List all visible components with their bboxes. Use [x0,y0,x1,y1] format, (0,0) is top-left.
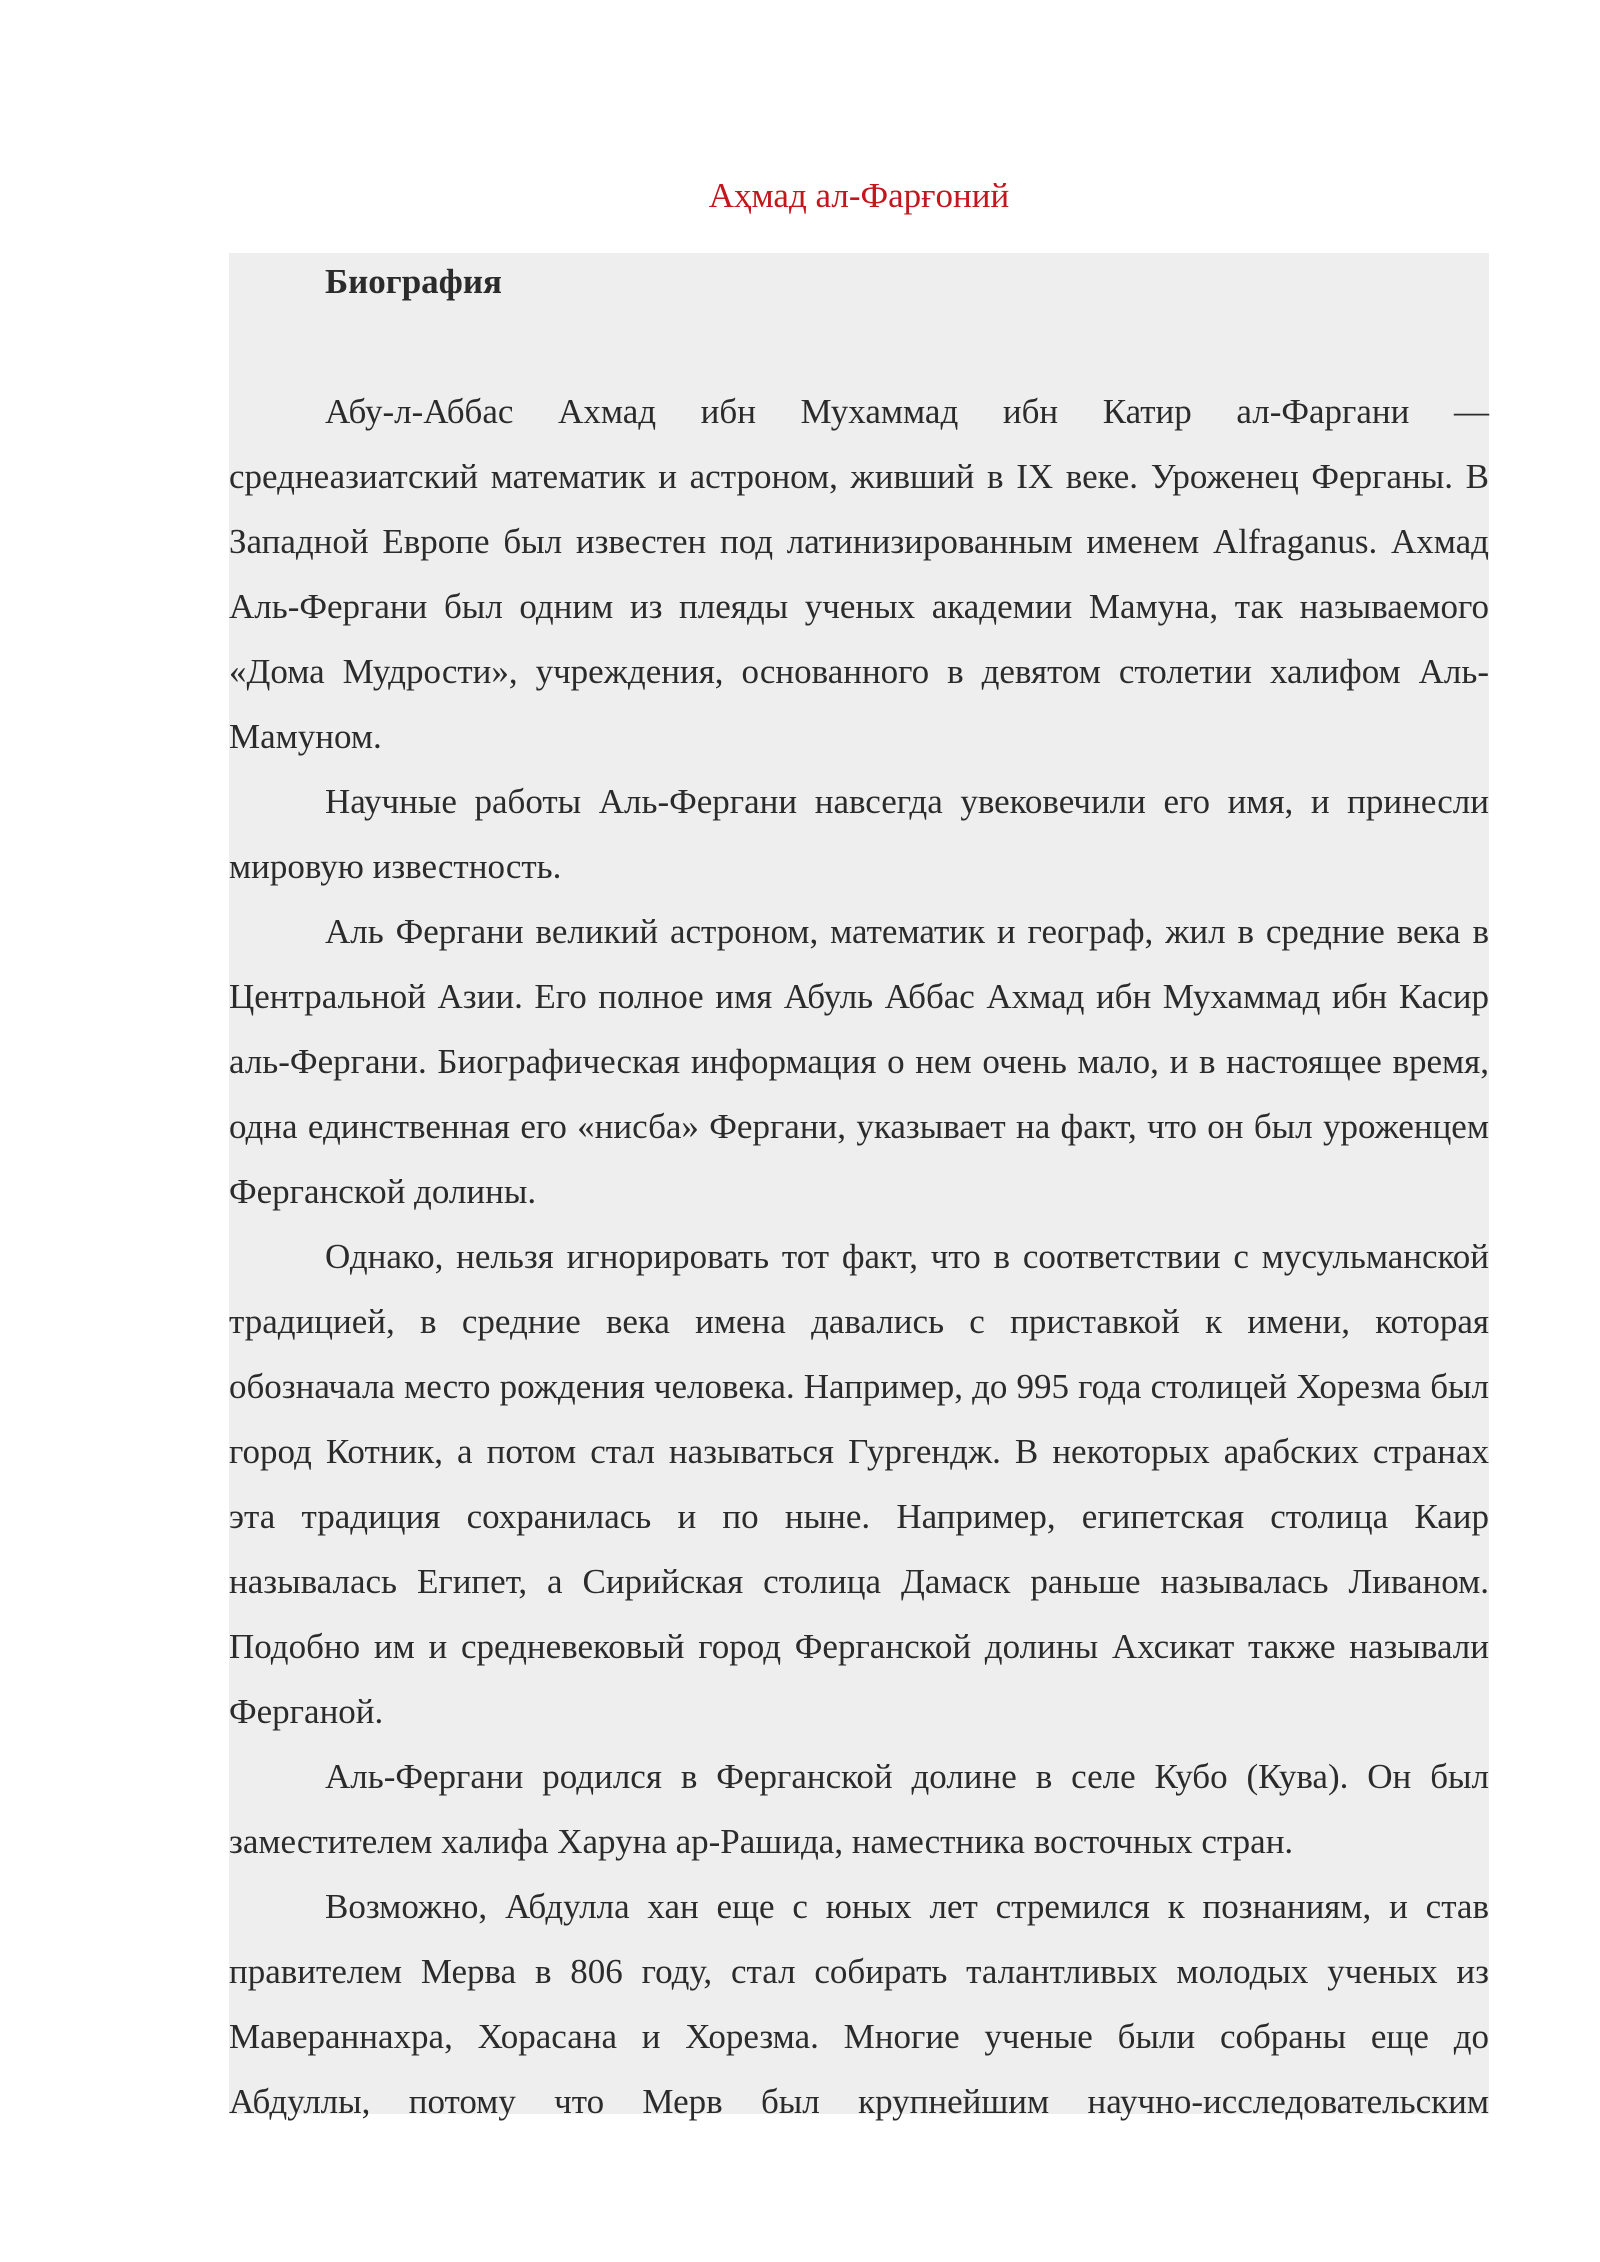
paragraph-1: Абу-л-Аббас Ахмад ибн Мухаммад ибн Катир ал-Фаргани — среднеазиатский математик и астроном, живший в IX веке. Уроженец Ферганы. В Западной Европе был известен под латинизированным именем Alfraganus. Ахмад Аль-Фергани был одним из плеяды ученых академии Мамуна, так называемого «Дома Мудрости», учреждения, основанного в девятом столетии халифом Аль-Мамуном. [229,392,1489,756]
paragraph-2: Научные работы Аль-Фергани навсегда увековечили его имя, и принесли мировую известность. [229,782,1489,886]
section-heading: Биография [325,262,502,301]
paragraph-4: Однако, нельзя игнорировать тот факт, что в соответствии с мусульманской традицией, в средние века имена давались с приставкой к имени, которая обозначала место рождения человека. Например, до 995 года столицей Хорезма был город Котник, а потом стал называться Гургендж. В некоторых арабских странах эта традиция сохранилась и по ныне. Например, египетская столица Каир называлась Египет, а Сирийская столица Дамаск раньше называлась Ливаном. Подобно им и средневековый город Ферганской долины Ахсикат также называли Ферганой. [229,1237,1489,1731]
paragraph-6: Возможно, Абдулла хан еще с юных лет стремился к познаниям, и став правителем Мерва в 806 году, стал собирать талантливых молодых ученых из Мавераннахра, Хорасана и Хорезма. Многие ученые были собраны еще до Абдуллы, потому что Мерв был крупнейшим научно-исследовательским [229,1887,1489,2121]
paragraph-5: Аль-Фергани родился в Ферганской долине в селе Кубо (Кува). Он был заместителем халифа Харуна ар-Рашида, наместника восточных стран. [229,1757,1489,1861]
document-body [229,249,1489,2134]
document-title: Аҳмад ал-Фарғоний [708,176,1010,215]
blank-line [229,314,1489,379]
paragraph-3: Аль Фергани великий астроном, математик и географ, жил в средние века в Центральной Азии. Его полное имя Абуль Аббас Ахмад ибн Мухаммад ибн Касир аль-Фергани. Биографическая информация о нем очень мало, и в настоящее время, одна единственная его «нисба» Фергани, указывает на факт, что он был уроженцем Ферганской долины. [229,912,1489,1211]
